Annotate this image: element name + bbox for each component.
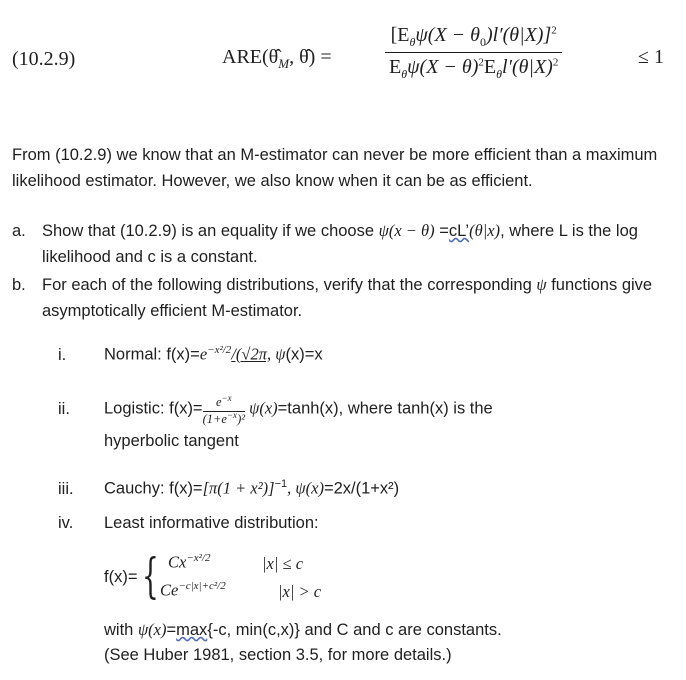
fraction-denominator: $E_\theta\psi(X - \theta)^2E_\theta l'(\theta|X)^2$ — [389, 56, 559, 81]
equation-fraction — [385, 24, 562, 82]
sub-item-ii-continuation: hyperbolic tangent — [104, 432, 239, 450]
cl-term: cL’ — [448, 222, 470, 240]
list-marker-b: b. — [12, 276, 26, 294]
intro-paragraph: From (10.2.9) we know that an M-estimator can never be more efficient than a maximum likelihood estimator. However, we also know when it can be as efficient. — [12, 146, 658, 190]
equation-number: (10.2.9) — [12, 48, 76, 70]
piecewise-case1: $Cx^{-x^2/2}$ — [168, 552, 211, 572]
equation-rhs: ≤ 1 — [638, 46, 664, 68]
reference-line: (See Huber 1981, section 3.5, for more details.) — [104, 646, 452, 664]
sub-item-i: i. Normal: $f(x)=e^{-x^2/2}/(√2\pi$, ψ(x)=x — [58, 344, 323, 364]
list-marker-a: a. — [12, 222, 26, 240]
piecewise-fx: f(x)= — [104, 568, 138, 586]
equation-block — [0, 0, 686, 120]
problem-list — [12, 218, 672, 324]
list-item-a: a. Show that (10.2.9) is an equality if we choose ψ(x − θ) =cL’(θ|x), where L is the log likelihood and c is a constant. — [12, 218, 672, 270]
logistic-fraction: $e^{-x}$ $(1+e^{-x})^2$ — [202, 393, 245, 427]
piecewise-case2: $Ce^{-c|x|+c^2/2}$ — [160, 580, 226, 600]
sub-item-ii: ii. Logistic: $f(x)= e^{-x}$ $(1+e^{-x})^2$ ψ(x)=tanh(x), where tanh(x) is the — [58, 393, 493, 427]
list-item-b: b. For each of the following distributions, verify that the corresponding ψ functions give asymptotically efficient M-estimator. — [12, 272, 672, 324]
sub-item-iii: iii. Cauchy: $f(x)=[\pi(1 + x^2)]^{-1}$, ψ(x)=2x/(1+x²) — [58, 478, 400, 498]
sub-item-iv: iv. Least informative distribution: — [58, 514, 319, 532]
closing-line: with ψ(x)=max{-c, min(c,x)} and C and c are constants. — [104, 620, 502, 639]
piecewise-brace: { — [142, 548, 159, 604]
piecewise-cond1: |x| ≤ c — [262, 554, 304, 573]
piecewise-cond2: |x| > c — [278, 582, 322, 601]
fraction-numerator: $[E_\theta\psi(X - \theta_0)l'(\theta|X)]^2$ — [390, 24, 557, 49]
equation-lhs: $ARE(\thetâ_M$, θ̂) = — [222, 46, 332, 71]
max-term: max — [176, 621, 208, 639]
